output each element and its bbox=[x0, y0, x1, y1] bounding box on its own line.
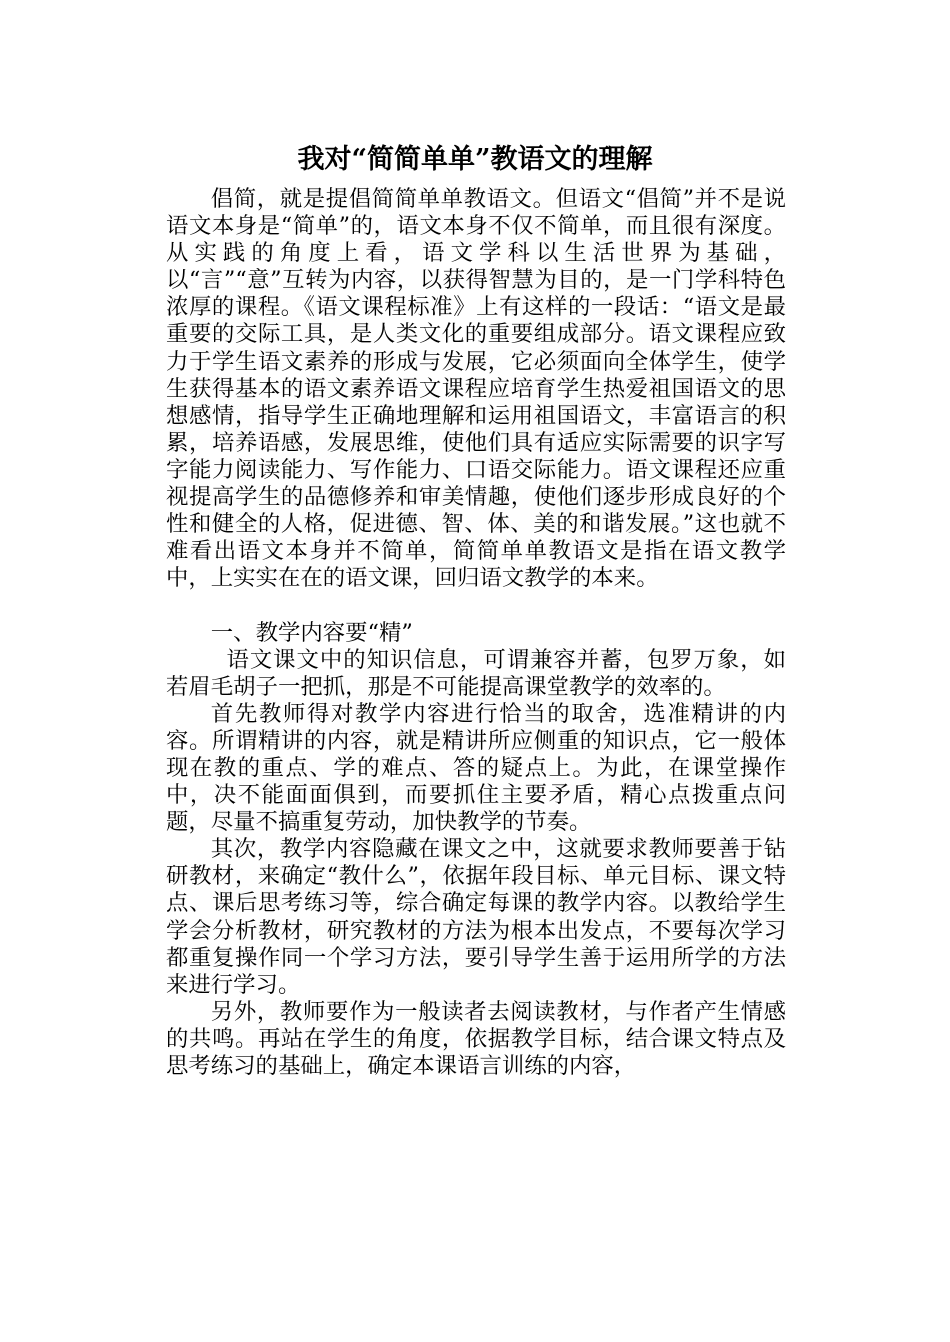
body-paragraph: 其次，教学内容隐藏在课文之中，这就要求教师要善于钻研教材，来确定“教什么”，依据年段目标、单元目标、课文特点、课后思考练习等，综合确定每课的教学内容。以教给学生学会分析教材，研究教材的方法为根本出发点，不要每次学习都重复操作同一个学习方法，要引导学生善于运用所学的方法来进行学习。 bbox=[166, 836, 786, 998]
section-heading: 一、教学内容要“精” bbox=[210, 619, 413, 646]
document-title: 我对“简简单单”教语文的理解 bbox=[297, 144, 653, 175]
intro-paragraph: 倡简，就是提倡简简单单教语文。但语文“倡简”并不是说语文本身是“简单”的，语文本身不仅不简单，而且很有深度。从实践的角度上看，语文学科以生活世界为基础，以“言”“意”互转为内容，以获得智慧为目的，是一门学科特色浓厚的课程。《语文课程标准》上有这样的一段话：“语文是最重要的交际工具，是人类文化的重要组成部分。语文课程应致力于学生语文素养的形成与发展，它必须面向全体学生，使学生获得基本的语文素养语文课程应培育学生热爱祖国语文的思想感情，指导学生正确地理解和运用祖国语文，丰富语言的积累，培养语感，发展思维，使他们具有适应实际需要的识字写字能力阅读能力、写作能力、口语交际能力。语文课程还应重视提高学生的品德修养和审美情趣，使他们逐步形成良好的个性和健全的人格，促进德、智、体、美的和谐发展。”这也就不难看出语文本身并不简单，简简单单教语文是指在语文教学中，上实实在在的语文课，回归语文教学的本来。 bbox=[166, 186, 786, 592]
document-body bbox=[166, 186, 786, 1080]
body-paragraph: 首先教师得对教学内容进行恰当的取舍，选准精讲的内容。所谓精讲的内容，就是精讲所应侧重的知识点，它一般体现在教的重点、学的难点、答的疑点上。为此，在课堂操作中，决不能面面俱到，而要抓住主要矛盾，精心点拨重点问题，尽量不搞重复劳动，加快教学的节奏。 bbox=[166, 700, 786, 836]
blank-line bbox=[166, 592, 786, 619]
body-paragraph: 语文课文中的知识信息，可谓兼容并蓄，包罗万象，如若眉毛胡子一把抓，那是不可能提高课堂教学的效率的。 bbox=[166, 646, 786, 700]
body-paragraph: 另外，教师要作为一般读者去阅读教材，与作者产生情感的共鸣。再站在学生的角度，依据教学目标，结合课文特点及思考练习的基础上，确定本课语言训练的内容， bbox=[166, 998, 786, 1079]
